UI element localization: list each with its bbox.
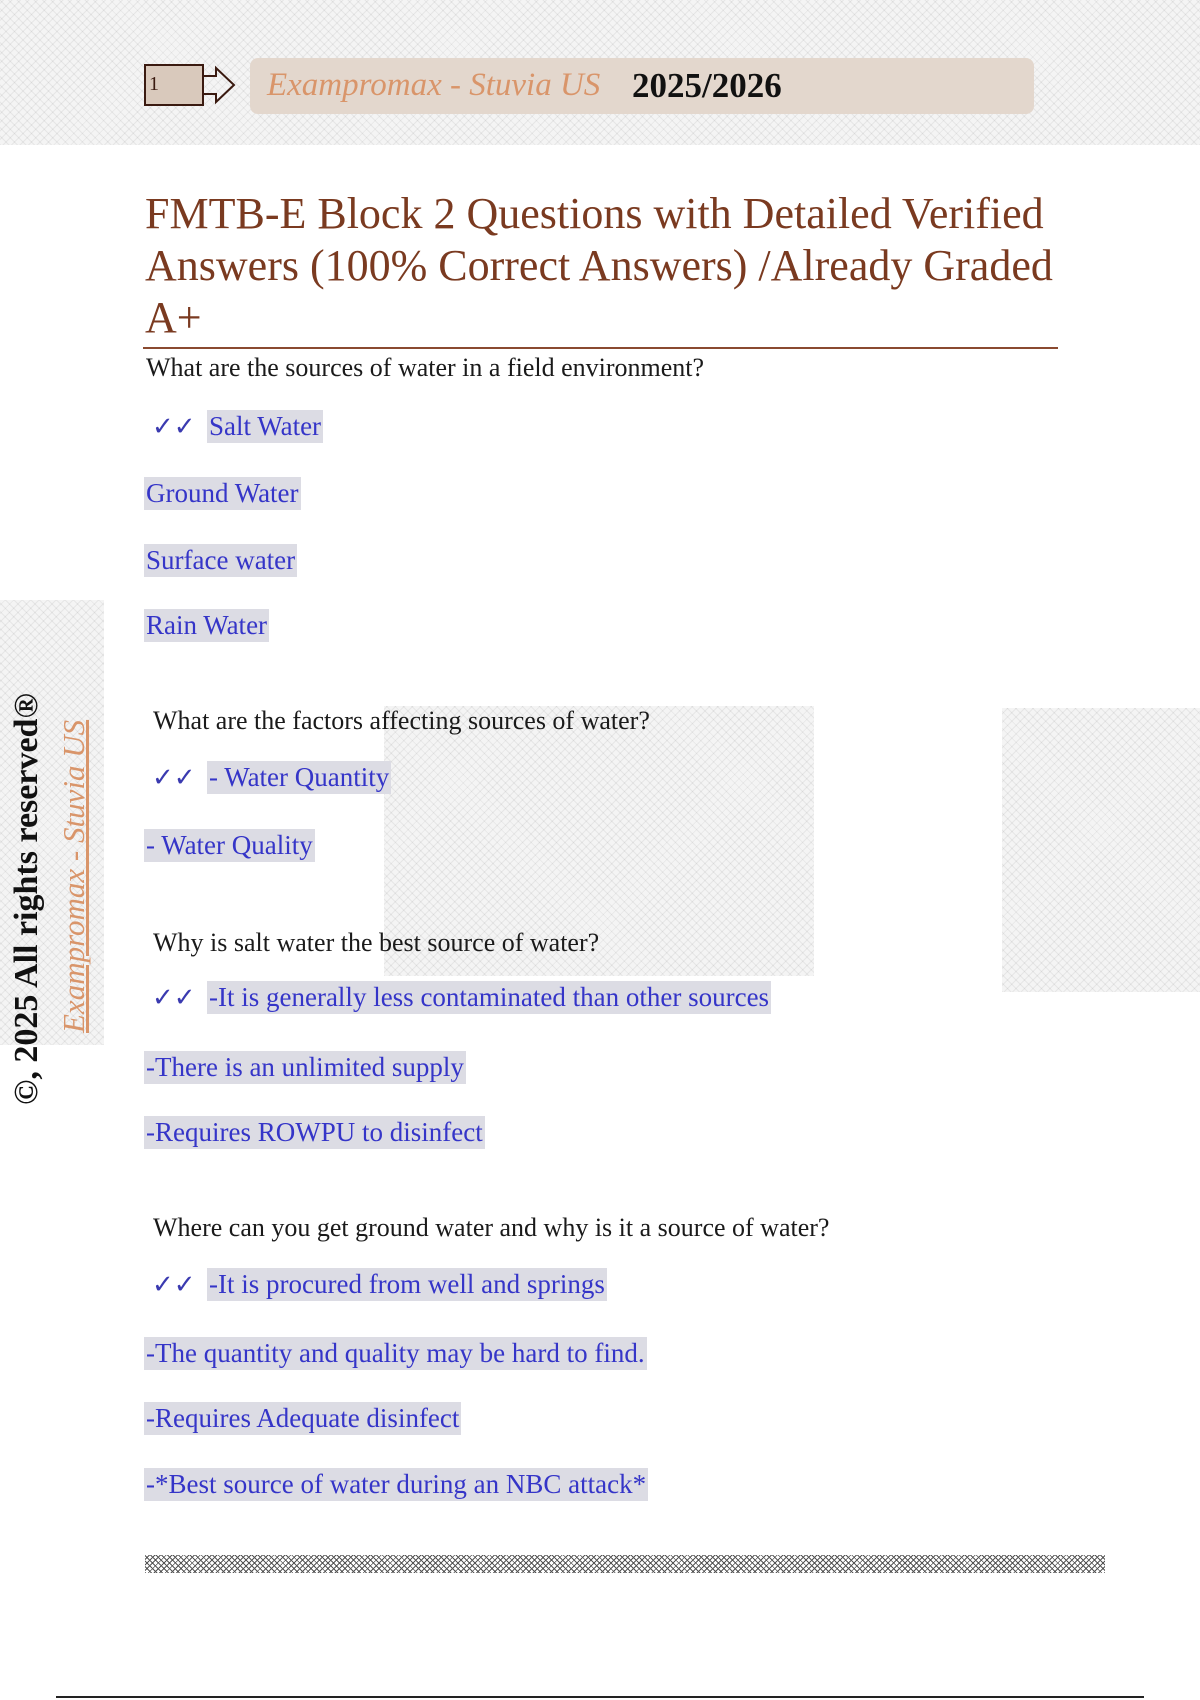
check-mark-icon: ✓✓: [152, 412, 196, 441]
hatch-panel-right: [1002, 708, 1200, 992]
page-number: 1: [149, 73, 159, 95]
answer-1-3: Surface water: [146, 545, 296, 575]
answer-2-2: - Water Quality: [146, 830, 313, 860]
answer-1-4: Rain Water: [146, 610, 268, 640]
copyright-notice: ©, 2025 All rights reserved®: [8, 693, 45, 1105]
answer-3-2: -There is an unlimited supply: [146, 1052, 464, 1082]
answer-3-3: -Requires ROWPU to disinfect: [146, 1117, 483, 1147]
answer-1-1: Salt Water: [209, 411, 322, 441]
answer-4-2: -The quantity and quality may be hard to find.: [146, 1338, 645, 1368]
patterned-divider: [145, 1555, 1105, 1573]
document-title: FMTB-E Block 2 Questions with Detailed Verified Answers (100% Correct Answers) /Already Graded A+: [145, 189, 1053, 342]
side-brand: Exampromax - Stuvia US: [56, 719, 91, 1033]
answer-4-4: -*Best source of water during an NBC attack*: [146, 1469, 647, 1499]
answer-2-1: - Water Quantity: [209, 762, 390, 792]
footer-divider: [56, 1696, 1144, 1698]
check-mark-icon: ✓✓: [152, 983, 196, 1012]
header-year: 2025/2026: [632, 66, 782, 105]
question-3: Why is salt water the best source of water?: [153, 928, 600, 957]
answer-4-1: -It is procured from well and springs: [209, 1269, 605, 1299]
page-number-badge: [144, 64, 234, 108]
check-mark-icon: ✓✓: [152, 1270, 196, 1299]
title-divider: [143, 347, 1058, 349]
answer-1-2: Ground Water: [146, 478, 299, 508]
header-brand: Exampromax - Stuvia US: [267, 67, 601, 103]
answer-3-1: -It is generally less contaminated than other sources: [209, 982, 770, 1012]
check-mark-icon: ✓✓: [152, 763, 196, 792]
question-2: What are the factors affecting sources of water?: [153, 706, 650, 735]
answer-4-3: -Requires Adequate disinfect: [146, 1403, 460, 1433]
header-banner: [250, 58, 1034, 114]
question-1: What are the sources of water in a field environment?: [146, 353, 705, 382]
question-4: Where can you get ground water and why is it a source of water?: [153, 1213, 830, 1242]
